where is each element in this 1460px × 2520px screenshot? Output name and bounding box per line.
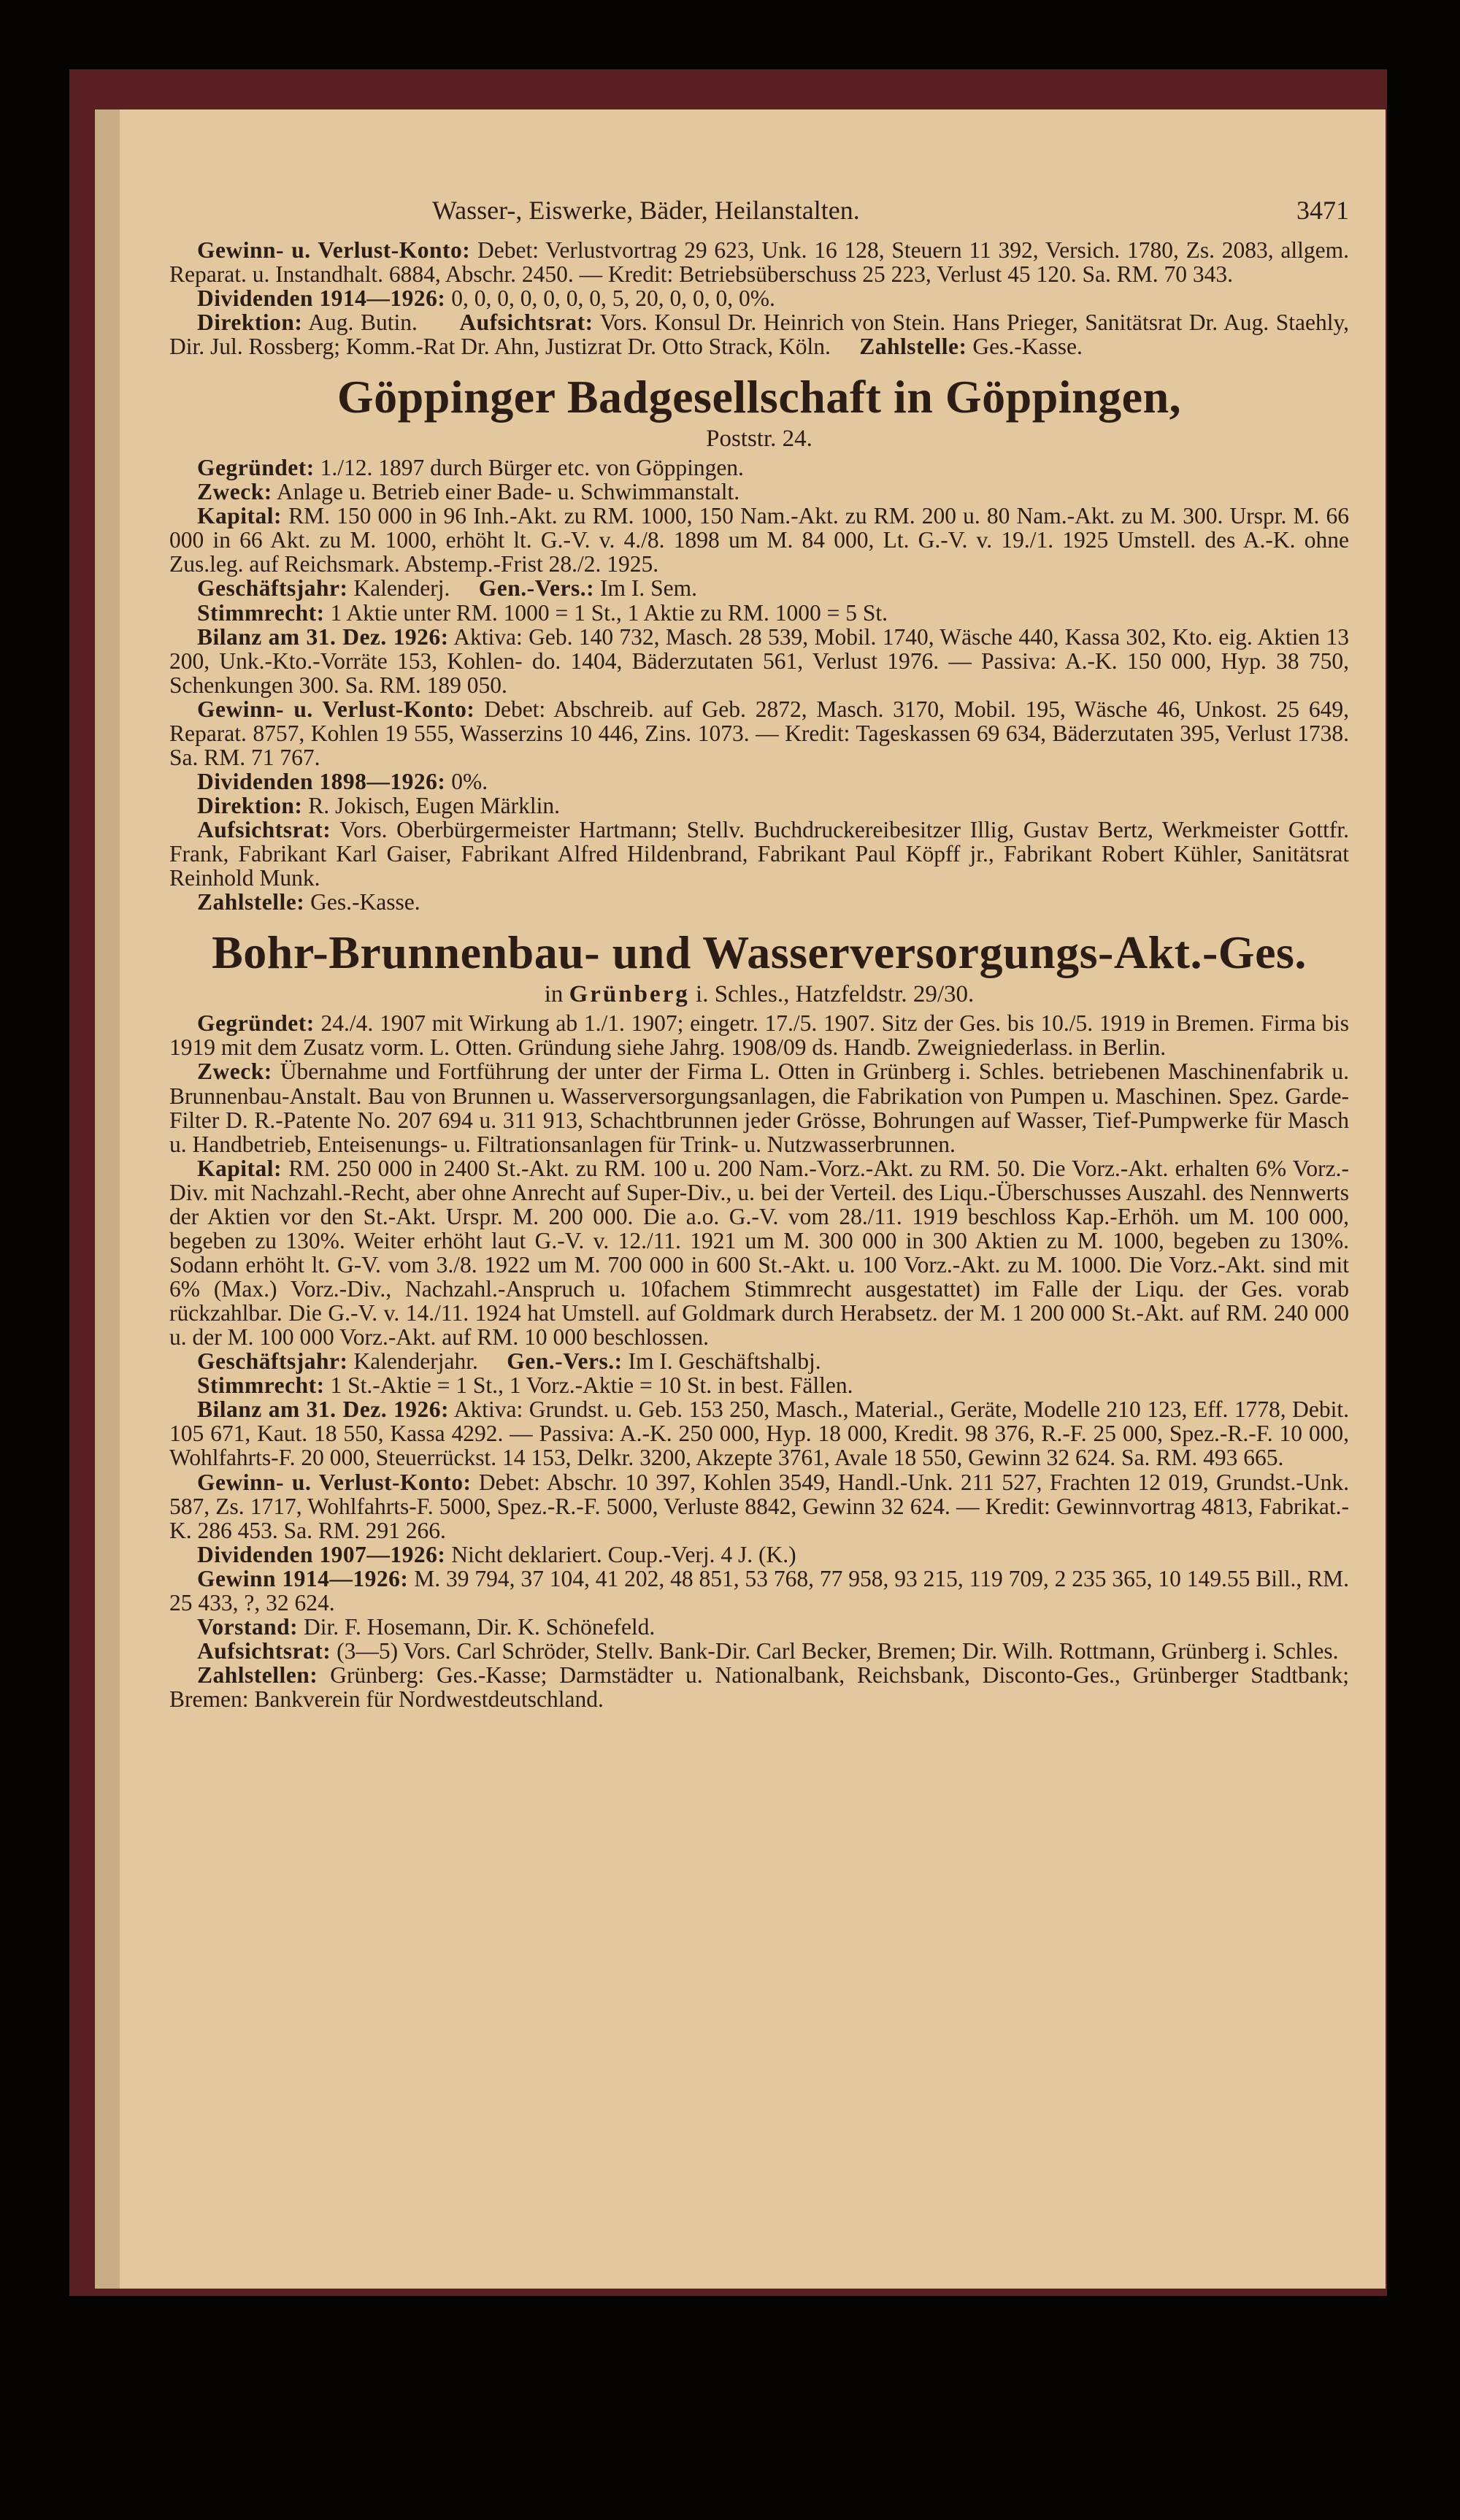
entry2-title: Bohr-Brunnenbau- und Wasserversorgungs-Akt.-Ges. xyxy=(212,926,1307,979)
entry2-purpose: Zweck: Übernahme und Fortführung der unter der Firma L. Otten in Grünberg i. Schles. betriebenen Maschinenfabrik u. Brunnenbau-Anstalt. Bau von Brunnen u. Wasserversorgungsanlagen, die Fabrikation von Pumpen u. Maschinen. Spez. Garde-Filter D. R.-Patente No. 207 694 u. 311 913, Schachtbrunnen jeder Grösse, Bohrungen auf Wasser, Tief-Pumpwerke für Masch u. Handbetrieb, Enteisenungs- u. Filtrationsanlagen für Trink- u. Nutzwasserbrunnen. xyxy=(169,1059,1349,1157)
entry0-board: Direktion: Aug. Butin. Aufsichtsrat: Vors. Konsul Dr. Heinrich von Stein. Hans Prieger, Sanitätsrat Dr. Aug. Staehly, Dir. Jul. Rossberg; Komm.-Rat Dr. Ahn, Justizrat Dr. Otto Strack, Köln. Zahlstelle: Ges.-Kasse. xyxy=(169,309,1350,360)
entry2-voting: Stimmrecht: 1 St.-Aktie = 1 St., 1 Vorz.-Aktie = 10 St. in best. Fällen. xyxy=(197,1372,853,1399)
entry1-balance: Bilanz am 31. Dez. 1926: Aktiva: Geb. 140 732, Masch. 28 539, Mobil. 1740, Wäsche 440, Kassa 302, Kto. eig. Aktien 13 200, Unk.-Kto.-Vorräte 153, Kohlen- do. 1404, Bäderzutaten 561, Verlust 1976. — Passiva: A.-K. 150 000, Hyp. 38 750, Schenkungen 300. Sa. RM. 189 050. xyxy=(169,623,1349,698)
entry1-title: Göppinger Badgesellschaft in Göppingen, xyxy=(337,371,1182,423)
entry1-supervisory: Aufsichtsrat: Vors. Oberbürgermeister Hartmann; Stellv. Buchdruckereibesitzer Illig, Gustav Bertz, Werkmeister Gottfr. Frank, Fabrikant Karl Gaiser, Fabrikant Alfred Hildenbrand, Fabrikant Paul Köpff jr., Fabrikant Robert Kühler, Sanitätsrat Reinhold Munk. xyxy=(169,817,1349,891)
running-header xyxy=(169,197,1349,225)
entry2-address: in Grünberg i. Schles., Hatzfeldstr. 29/30. xyxy=(544,980,975,1007)
entry1-fiscal-year: Geschäftsjahr: Kalenderj. Gen.-Vers.: Im I. Sem. xyxy=(197,575,697,602)
entry2-capital: Kapital: RM. 250 000 in 2400 St.-Akt. zu RM. 100 u. 200 Nam.-Vorz.-Akt. zu RM. 50. Die Vorz.-Akt. erhalten 6% Vorz.-Div. mit Nachzahl.-Recht, aber ohne Anrecht auf Super-Div., u. bei der Verteil. des Liqu.-Überschusses Auszahl. des Nennwerts der Aktien vor den St.-Akt. Urspr. M. 200 000. Die a.o. G.-V. vom 28./11. 1919 beschloss Kap.-Erhöh. um M. 100 000, begeben zu 130%. Weiter erhöht laut G.-V. v. 12./11. 1921 um M. 300 000 in 300 Aktien zu M. 1000, begeben zu 130%. Sodann erhöht lt. G-V. vom 3./8. 1922 um M. 700 000 in 600 St.-Akt. u. 100 Vorz.-Akt. zu M. 1000. Die Vorz.-Akt. sind mit 6% (Max.) Vorz.-Div., Nachzahl.-Anspruch u. 10fachem Stimmrecht ausgestattet) im Falle der Liqu. der Ges. vorab rückzahlbar. Die G.-V. v. 14./11. 1924 hat Umstell. auf Goldmark durch Herabsetz. der M. 1 200 000 St.-Akt. auf RM. 240 000 u. der M. 100 000 Vorz.-Akt. auf RM. 10 000 beschlossen. xyxy=(169,1155,1350,1351)
entry2-balance: Bilanz am 31. Dez. 1926: Aktiva: Grundst. u. Geb. 153 250, Masch., Material., Geräte, Modelle 210 123, Eff. 1778, Debit. 105 671, Kaut. 18 550, Kassa 4292. — Passiva: A.-K. 250 000, Hyp. 18 000, Kredit. 98 376, R.-F. 25 000, Spez.-R.-F. 10 000, Wohlfahrts-F. 20 000, Steuerrückst. 14 153, Delkr. 3200, Akzepte 3761, Avale 18 550, Gewinn 32 624. Sa. RM. 493 665. xyxy=(169,1397,1350,1471)
entry2-supervisory: Aufsichtsrat: (3—5) Vors. Carl Schröder, Stellv. Bank-Dir. Carl Becker, Bremen; Dir. Wilh. Rottmann, Grünberg i. Schles. xyxy=(197,1637,1339,1664)
entry2-founded: Gegründet: 24./4. 1907 mit Wirkung ab 1./1. 1907; eingetr. 17./5. 1907. Sitz der Ges. bis 10./5. 1919 in Bremen. Firma bis 1919 mit dem Zusatz vorm. L. Otten. Gründung siehe Jahrg. 1908/09 ds. Handb. Zweigniederlass. in Berlin. xyxy=(169,1010,1350,1061)
entry1-address: Poststr. 24. xyxy=(706,425,812,452)
entry0-guv: Gewinn- u. Verlust-Konto: Debet: Verlustvortrag 29 623, Unk. 16 128, Steuern 11 392, Versich. 1780, Zs. 2083, allgem. Reparat. u. Instandhalt. 6884, Abschr. 2450. — Kredit: Betriebsüberschuss 25 223, Verlust 45 120. Sa. RM. 70 343. xyxy=(169,237,1349,287)
entry2-paying-offices: Zahlstellen: Grünberg: Ges.-Kasse; Darmstädter u. Nationalbank, Reichsbank, Disconto-Ges., Grünberger Stadtbank; Bremen: Bankverein für Nordwestdeutschland. xyxy=(169,1662,1350,1713)
entry1-dividends: Dividenden 1898—1926: 0%. xyxy=(197,768,488,794)
entry1-board: Direktion: R. Jokisch, Eugen Märklin. xyxy=(197,793,561,819)
entry1-guv: Gewinn- u. Verlust-Konto: Debet: Abschreib. auf Geb. 2872, Masch. 3170, Mobil. 195, Wäsche 46, Unkost. 25 649, Reparat. 8757, Kohlen 19 555, Wasserzins 10 446, Zins. 1073. — Kredit: Tageskassen 69 634, Bäderzutaten 395, Verlust 1738. Sa. RM. 71 767. xyxy=(169,696,1349,770)
entry2-fiscal-year: Geschäftsjahr: Kalenderjahr. Gen.-Vers.: Im I. Geschäftshalbj. xyxy=(197,1348,821,1375)
entry2-profit: Gewinn 1914—1926: M. 39 794, 37 104, 41 202, 48 851, 53 768, 77 958, 93 215, 119 709, 2 235 365, 10 149.55 Bill., RM. 25 433, ?, 32 624. xyxy=(169,1565,1350,1616)
entry0-dividends: Dividenden 1914—1926: 0, 0, 0, 0, 0, 0, 0, 5, 20, 0, 0, 0, 0%. xyxy=(197,285,775,311)
entry2-guv: Gewinn- u. Verlust-Konto: Debet: Abschr. 10 397, Kohlen 3549, Handl.-Unk. 211 527, Frachten 12 019, Grundst.-Unk. 587, Zs. 1717, Wohlfahrts-F. 5000, Spez.-R.-F. 5000, Verluste 8842, Gewinn 32 624. — Kredit: Gewinnvortrag 4813, Fabrikat.-K. 286 453. Sa. RM. 291 266. xyxy=(169,1469,1349,1543)
entry1-capital: Kapital: RM. 150 000 in 96 Inh.-Akt. zu RM. 1000, 150 Nam.-Akt. zu RM. 200 u. 80 Nam.-Akt. zu M. 300. Urspr. M. 66 000 in 66 Akt. zu M. 1000, erhöht lt. G.-V. v. 4./8. 1898 um M. 84 000, Lt. G.-V. v. 19./1. 1925 Umstell. des A.-K. ohne Zus.leg. auf Reichsmark. Abstemp.-Frist 28./2. 1925. xyxy=(169,503,1349,577)
entry1-founded: Gegründet: 1./12. 1897 durch Bürger etc. von Göppingen. xyxy=(197,455,744,481)
book-page xyxy=(95,110,1386,2289)
entry1-paying-office: Zahlstelle: Ges.-Kasse. xyxy=(197,889,420,915)
page-gutter-shadow xyxy=(95,110,120,2289)
entry1-purpose: Zweck: Anlage u. Betrieb einer Bade- u. Schwimmanstalt. xyxy=(197,479,740,505)
entry2-dividends: Dividenden 1907—1926: Nicht deklariert. Coup.-Verj. 4 J. (K.) xyxy=(197,1541,796,1567)
entry2-board: Vorstand: Dir. F. Hosemann, Dir. K. Schönefeld. xyxy=(197,1613,656,1640)
entry1-voting: Stimmrecht: 1 Aktie unter RM. 1000 = 1 St., 1 Aktie zu RM. 1000 = 5 St. xyxy=(197,599,888,626)
running-title: Wasser-, Eiswerke, Bäder, Heilanstalten. xyxy=(432,196,860,225)
page-number: 3471 xyxy=(1296,196,1349,225)
